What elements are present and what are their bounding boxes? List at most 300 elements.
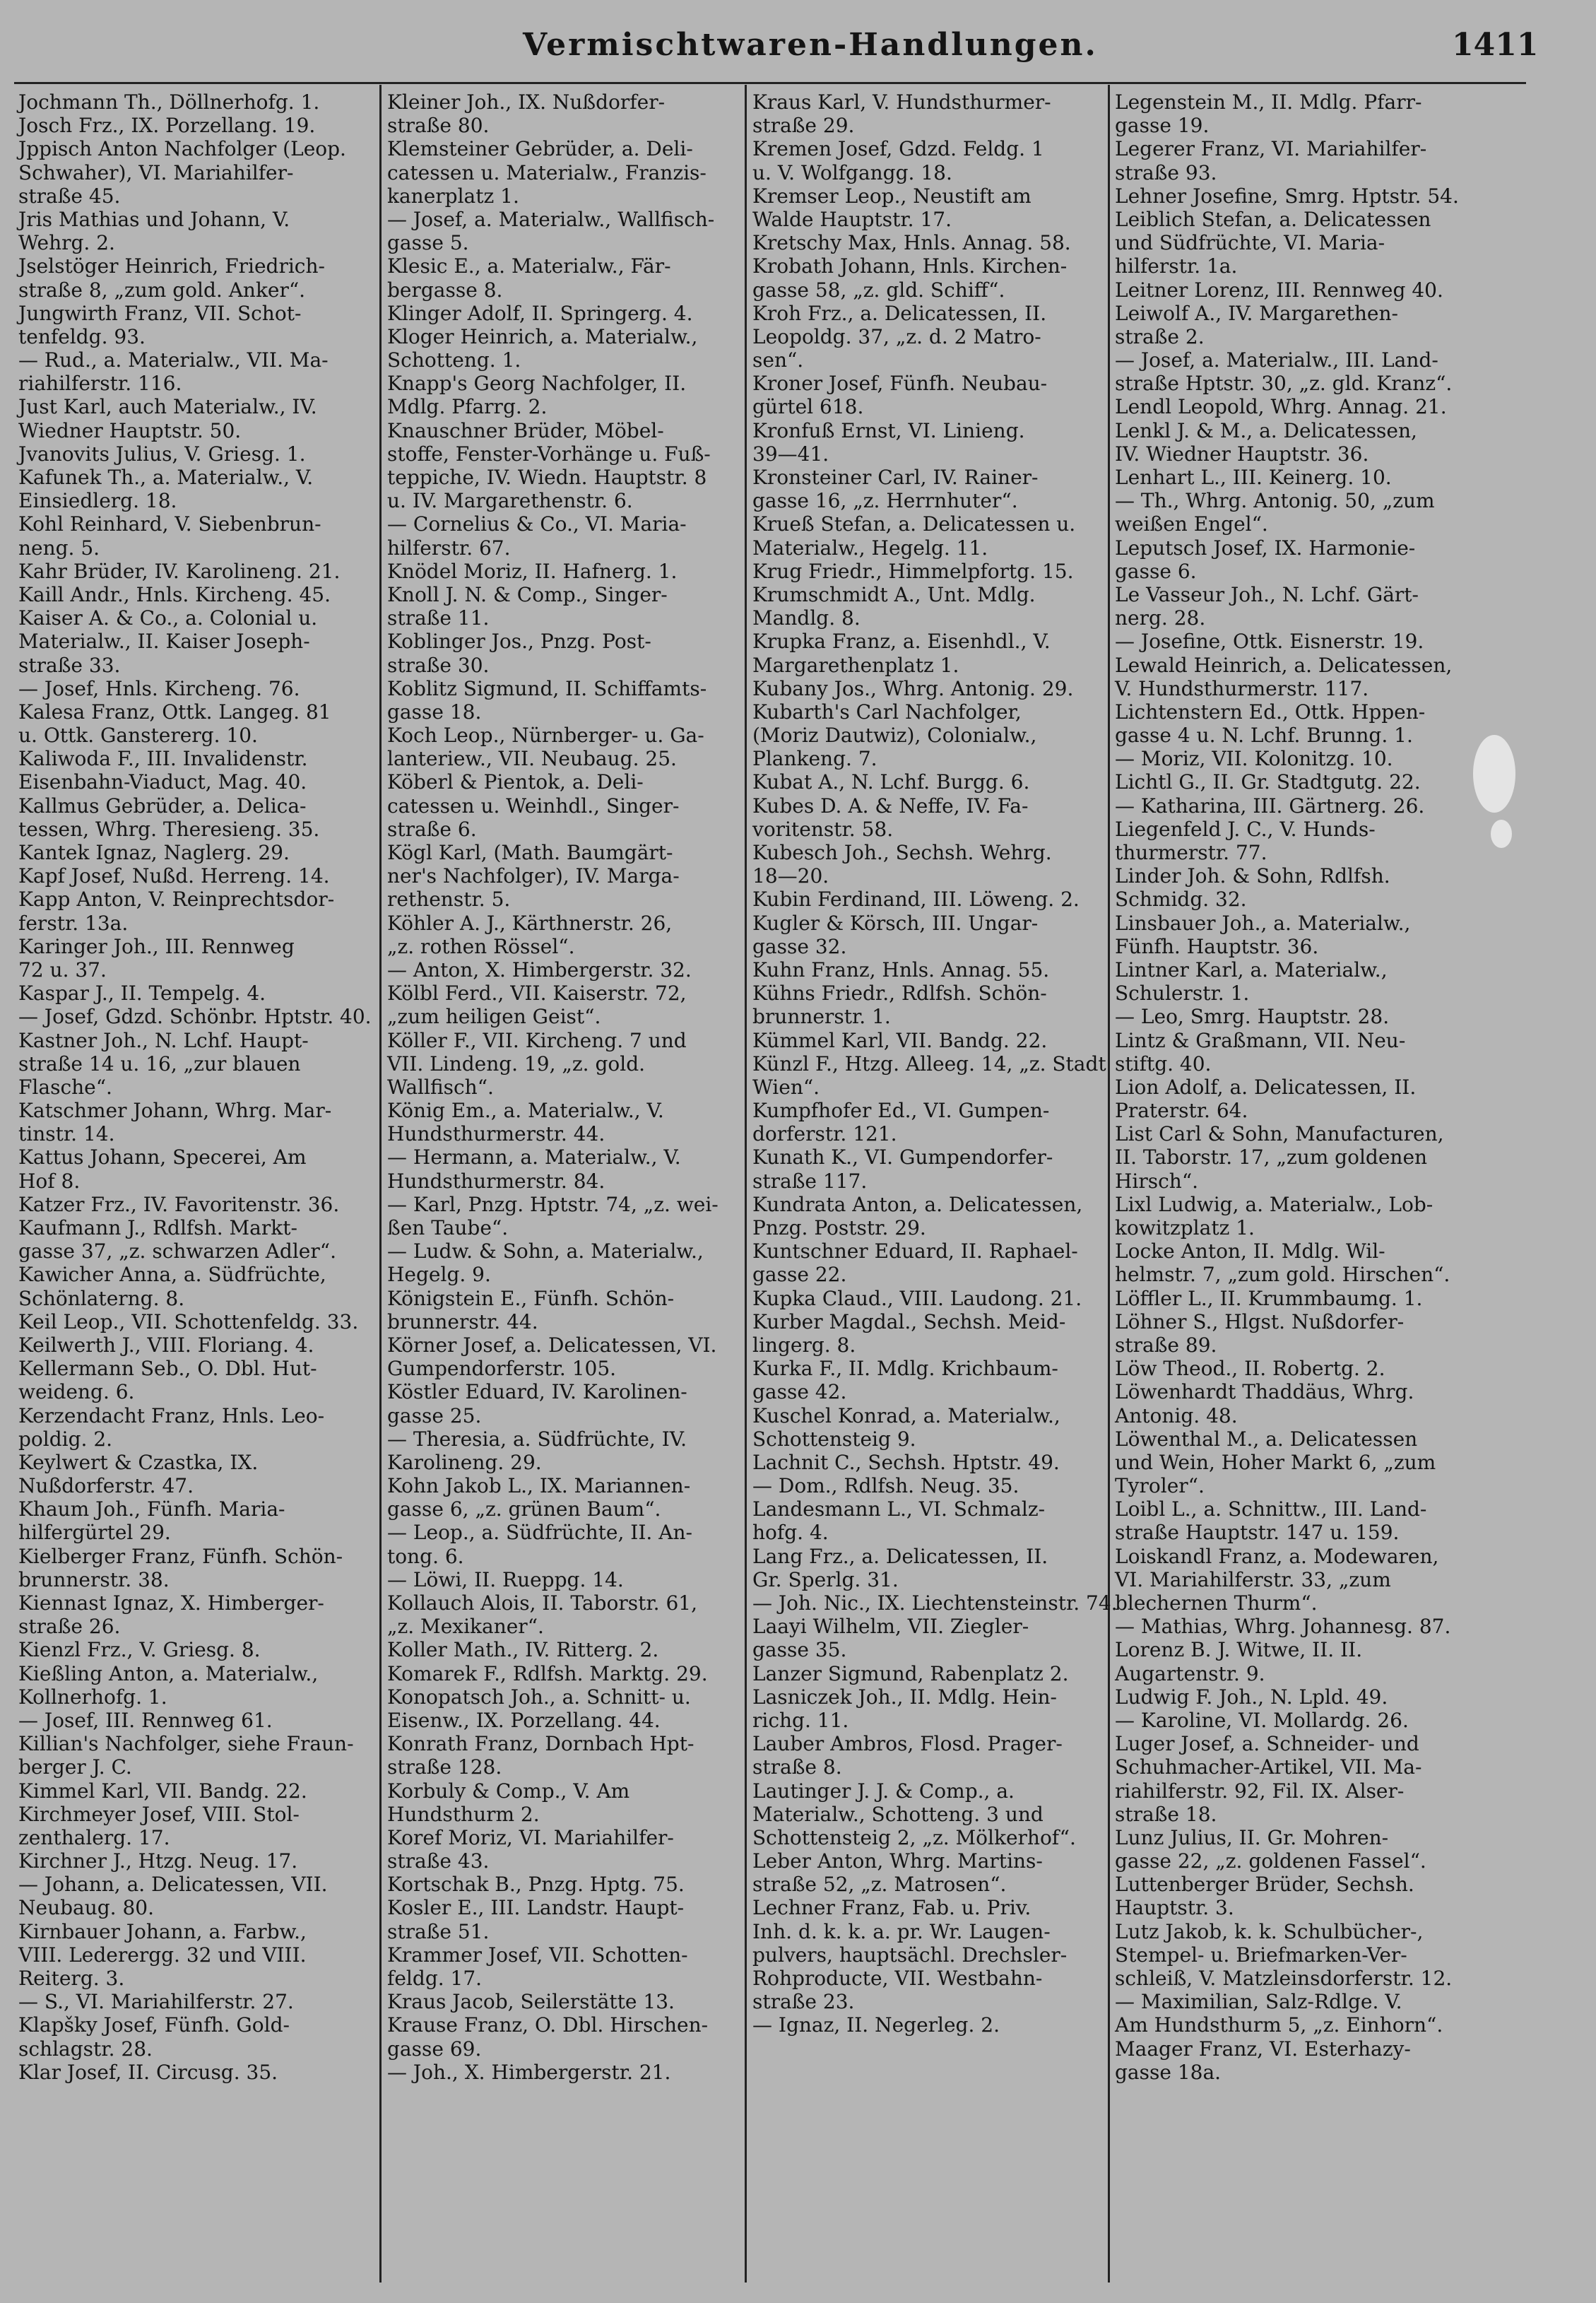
- directory-entry-line: — Josefine, Ottk. Eisnerstr. 19.: [1115, 630, 1424, 654]
- directory-entry-line: Keylwert & Czastka, IX.: [18, 1450, 259, 1474]
- directory-entry-line: straße 80.: [387, 114, 490, 138]
- directory-entry-line: Keil Leop., VII. Schottenfeldg. 33.: [18, 1309, 359, 1333]
- directory-entry-line: Lautinger J. J. & Comp., a.: [752, 1779, 1015, 1803]
- directory-entry-line: Linder Joh. & Sohn, Rdlfsh.: [1115, 864, 1390, 888]
- directory-entry-line: Leber Anton, Whrg. Martins-: [752, 1849, 1043, 1873]
- directory-entry-line: Lauber Ambros, Flosd. Prager-: [752, 1732, 1063, 1756]
- directory-entry-line: Eisenw., IX. Porzellang. 44.: [387, 1708, 661, 1732]
- directory-entry-line: gasse 69.: [387, 2037, 482, 2061]
- directory-entry-line: Katschmer Johann, Whrg. Mar-: [18, 1099, 332, 1123]
- directory-entry-line: Kastner Joh., N. Lchf. Haupt-: [18, 1028, 309, 1052]
- directory-entry-line: Antonig. 48.: [1115, 1403, 1238, 1427]
- directory-entry-line: Krammer Josef, VII. Schotten-: [387, 1943, 688, 1967]
- directory-entry-line: richg. 11.: [752, 1708, 849, 1732]
- directory-entry-line: riahilferstr. 92, Fil. IX. Alser-: [1115, 1779, 1405, 1803]
- directory-entry-line: Kubat A., N. Lchf. Burgg. 6.: [752, 770, 1030, 794]
- directory-entry-line: Kollnerhofg. 1.: [18, 1685, 167, 1709]
- directory-entry-line: Wien“.: [752, 1075, 820, 1099]
- directory-entry-line: Locke Anton, II. Mdlg. Wil-: [1115, 1239, 1385, 1264]
- directory-entry-line: 39—41.: [752, 442, 829, 466]
- directory-entry-line: Schwaher), VI. Mariahilfer-: [18, 160, 294, 184]
- directory-entry-line: Khaum Joh., Fünfh. Maria-: [18, 1497, 285, 1521]
- directory-entry-line: IV. Wiedner Hauptstr. 36.: [1115, 442, 1369, 466]
- directory-entry-line: — Ludw. & Sohn, a. Materialw.,: [387, 1239, 704, 1264]
- directory-entry-line: Wallfisch“.: [387, 1075, 494, 1099]
- directory-entry-line: stoffe, Fenster-Vorhänge u. Fuß-: [387, 442, 711, 466]
- directory-entry-line: Hundsthurmerstr. 84.: [387, 1169, 605, 1193]
- directory-entry-line: Lenhart L., III. Keinerg. 10.: [1115, 466, 1392, 489]
- directory-entry-line: Köhler A. J., Kärthnerstr. 26,: [387, 911, 673, 935]
- directory-entry-line: gasse 37, „z. schwarzen Adler“.: [18, 1239, 336, 1264]
- directory-entry-line: Kirchmeyer Josef, VIII. Stol-: [18, 1802, 300, 1826]
- directory-entry-line: Löw Theod., II. Robertg. 2.: [1115, 1357, 1385, 1381]
- directory-entry-line: Kerzendacht Franz, Hnls. Leo-: [18, 1403, 325, 1427]
- directory-entry-line: Le Vasseur Joh., N. Lchf. Gärt-: [1115, 582, 1419, 606]
- directory-entry-line: straße 51.: [387, 1919, 490, 1943]
- directory-entry-line: Loibl L., a. Schnittw., III. Land-: [1115, 1497, 1427, 1521]
- directory-entry-line: Kremen Josef, Gdzd. Feldg. 1: [752, 137, 1044, 161]
- directory-entry-line: gasse 18a.: [1115, 2060, 1222, 2084]
- directory-entry-line: sen“.: [752, 348, 804, 372]
- directory-entry-line: gasse 6.: [1115, 559, 1197, 583]
- directory-entry-line: u. V. Wolfgangg. 18.: [752, 160, 952, 184]
- directory-entry-line: straße 128.: [387, 1755, 502, 1779]
- directory-entry-line: straße Hauptstr. 147 u. 159.: [1115, 1521, 1400, 1545]
- directory-entry-line: brunnerstr. 1.: [752, 1005, 891, 1029]
- directory-entry-line: Leitner Lorenz, III. Rennweg 40.: [1115, 278, 1443, 302]
- directory-entry-line: straße 18.: [1115, 1802, 1217, 1826]
- directory-entry-line: VII. Lindeng. 19, „z. gold.: [387, 1052, 646, 1076]
- directory-entry-line: Knauschner Brüder, Möbel-: [387, 418, 664, 442]
- directory-entry-line: tessen, Whrg. Theresieng. 35.: [18, 817, 320, 841]
- directory-entry-line: straße 6.: [387, 817, 477, 841]
- directory-entry-line: Hof 8.: [18, 1169, 81, 1193]
- directory-entry-line: Klinger Adolf, II. Springerg. 4.: [387, 301, 693, 325]
- directory-entry-line: catessen u. Materialw., Franzis-: [387, 160, 707, 184]
- directory-entry-line: Kawicher Anna, a. Südfrüchte,: [18, 1263, 326, 1287]
- directory-entry-line: Krause Franz, O. Dbl. Hirschen-: [387, 2013, 709, 2037]
- directory-entry-line: „zum heiligen Geist“.: [387, 1005, 601, 1029]
- directory-entry-line: — Josef, Gdzd. Schönbr. Hptstr. 40.: [18, 1005, 372, 1029]
- directory-entry-line: Königstein E., Fünfh. Schön-: [387, 1286, 675, 1310]
- directory-entry-line: Löhner S., Hlgst. Nußdorfer-: [1115, 1309, 1405, 1333]
- directory-entry-line: ferstr. 13a.: [18, 911, 129, 935]
- directory-entry-line: Leopoldg. 37, „z. d. 2 Matro-: [752, 324, 1041, 348]
- directory-entry-line: ßen Taube“.: [387, 1216, 509, 1239]
- directory-entry-line: thurmerstr. 77.: [1115, 841, 1267, 864]
- directory-entry-line: Liegenfeld J. C., V. Hunds-: [1115, 817, 1376, 841]
- directory-entry-line: Kaspar J., II. Tempelg. 4.: [18, 982, 266, 1006]
- directory-entry-line: Kretschy Max, Hnls. Annag. 58.: [752, 231, 1071, 255]
- directory-entry-line: tenfeldg. 93.: [18, 324, 146, 348]
- directory-entry-line: Lehner Josefine, Smrg. Hptstr. 54.: [1115, 184, 1459, 208]
- directory-entry-line: blechernen Thurm“.: [1115, 1591, 1318, 1615]
- directory-entry-line: hofg. 4.: [752, 1521, 829, 1545]
- directory-entry-line: gasse 22, „z. goldenen Fassel“.: [1115, 1849, 1426, 1873]
- directory-entry-line: Ludwig F. Joh., N. Lpld. 49.: [1115, 1685, 1388, 1709]
- directory-entry-line: Klapšky Josef, Fünfh. Gold-: [18, 2013, 290, 2037]
- directory-entry-line: Lorenz B. J. Witwe, II. II.: [1115, 1638, 1363, 1662]
- directory-entry-line: neng. 5.: [18, 536, 100, 560]
- directory-entry-line: Kupka Claud., VIII. Laudong. 21.: [752, 1286, 1082, 1310]
- directory-entry-line: Knapp's Georg Nachfolger, II.: [387, 372, 687, 396]
- directory-entry-line: Kroner Josef, Fünfh. Neubau-: [752, 372, 1048, 396]
- directory-entry-line: Kollauch Alois, II. Taborstr. 61,: [387, 1591, 697, 1615]
- directory-entry-line: Neubaug. 80.: [18, 1896, 155, 1920]
- directory-entry-line: Legenstein M., II. Mdlg. Pfarr-: [1115, 90, 1422, 114]
- directory-entry-line: Hauptstr. 3.: [1115, 1896, 1234, 1920]
- directory-entry-line: straße 45.: [18, 184, 121, 208]
- directory-entry-line: Am Hundsthurm 5, „z. Einhorn“.: [1115, 2013, 1443, 2037]
- directory-entry-line: straße 2.: [1115, 324, 1205, 348]
- directory-entry-line: schleiß, V. Matzleinsdorferstr. 12.: [1115, 1967, 1453, 1990]
- directory-entry-line: Kronsteiner Carl, IV. Rainer-: [752, 466, 1039, 489]
- directory-entry-line: Jungwirth Franz, VII. Schot-: [18, 301, 302, 325]
- directory-entry-line: List Carl & Sohn, Manufacturen,: [1115, 1122, 1444, 1146]
- directory-entry-line: Flasche“.: [18, 1075, 112, 1099]
- directory-entry-line: — Moriz, VII. Kolonitzg. 10.: [1115, 747, 1393, 771]
- directory-entry-line: Hirsch“.: [1115, 1169, 1199, 1193]
- directory-entry-line: Materialw., II. Kaiser Joseph-: [18, 630, 310, 654]
- directory-entry-line: Kunath K., VI. Gumpendorfer-: [752, 1145, 1053, 1170]
- directory-entry-line: Gumpendorferstr. 105.: [387, 1357, 617, 1381]
- directory-entry-line: Luger Josef, a. Schneider- und: [1115, 1732, 1419, 1756]
- directory-entry-line: Materialw., Hegelg. 11.: [752, 536, 988, 560]
- directory-entry-line: Komarek F., Rdlfsh. Marktg. 29.: [387, 1661, 708, 1685]
- directory-entry-line: Augartenstr. 9.: [1115, 1661, 1265, 1685]
- directory-entry-line: Kaill Andr., Hnls. Kircheng. 45.: [18, 582, 331, 606]
- directory-entry-line: lanteriew., VII. Neubaug. 25.: [387, 747, 677, 771]
- directory-entry-line: — Karl, Pnzg. Hptstr. 74, „z. wei-: [387, 1192, 719, 1216]
- directory-entry-line: poldig. 2.: [18, 1427, 113, 1451]
- directory-entry-line: II. Taborstr. 17, „zum goldenen: [1115, 1145, 1428, 1170]
- directory-entry-line: stiftg. 40.: [1115, 1052, 1212, 1076]
- directory-entry-line: Luttenberger Brüder, Sechsh.: [1115, 1873, 1414, 1897]
- directory-entry-line: Kubesch Joh., Sechsh. Wehrg.: [752, 841, 1052, 864]
- directory-entry-line: Kronfuß Ernst, VI. Linieng.: [752, 418, 1025, 442]
- directory-entry-line: — Th., Whrg. Antonig. 50, „zum: [1115, 489, 1435, 513]
- directory-entry-line: Krupka Franz, a. Eisenhdl., V.: [752, 630, 1051, 654]
- directory-entry-line: — Johann, a. Delicatessen, VII.: [18, 1873, 328, 1897]
- directory-entry-line: kanerplatz 1.: [387, 184, 519, 208]
- directory-entry-line: nerg. 28.: [1115, 606, 1206, 630]
- directory-entry-line: Klar Josef, II. Circusg. 35.: [18, 2060, 278, 2084]
- directory-entry-line: Kleiner Joh., IX. Nußdorfer-: [387, 90, 666, 114]
- directory-entry-line: gasse 6, „z. grünen Baum“.: [387, 1497, 661, 1521]
- directory-entry-line: Löwenthal M., a. Delicatessen: [1115, 1427, 1418, 1451]
- directory-entry-line: Kießling Anton, a. Materialw.,: [18, 1661, 319, 1685]
- directory-entry-line: Koch Leop., Nürnberger- u. Ga-: [387, 724, 704, 748]
- directory-entry-line: — Josef, a. Materialw., Wallfisch-: [387, 207, 715, 231]
- directory-entry-line: — Mathias, Whrg. Johannesg. 87.: [1115, 1615, 1451, 1639]
- directory-entry-line: Köberl & Pientok, a. Deli-: [387, 770, 644, 794]
- directory-entry-line: Kölbl Ferd., VII. Kaiserstr. 72,: [387, 982, 687, 1006]
- directory-entry-line: und Südfrüchte, VI. Maria-: [1115, 231, 1385, 255]
- directory-entry-line: tong. 6.: [387, 1544, 464, 1568]
- directory-entry-line: Kortschak B., Pnzg. Hptg. 75.: [387, 1873, 685, 1897]
- directory-entry-line: Kahr Brüder, IV. Karolineng. 21.: [18, 559, 341, 583]
- paper-stain: [1491, 820, 1512, 848]
- directory-entry-line: Laayi Wilhelm, VII. Ziegler-: [752, 1615, 1029, 1639]
- directory-entry-line: schlagstr. 28.: [18, 2037, 153, 2061]
- directory-entry-line: Kaiser A. & Co., a. Colonial u.: [18, 606, 318, 630]
- directory-entry-line: Koref Moriz, VI. Mariahilfer-: [387, 1825, 674, 1849]
- directory-entry-line: straße 89.: [1115, 1333, 1217, 1357]
- directory-entry-line: Kantek Ignaz, Naglerg. 29.: [18, 841, 290, 864]
- directory-entry-line: straße 43.: [387, 1849, 490, 1873]
- directory-entry-line: catessen u. Weinhdl., Singer-: [387, 794, 680, 818]
- directory-entry-line: Korbuly & Comp., V. Am: [387, 1779, 630, 1803]
- directory-entry-line: — Leop., a. Südfrüchte, II. An-: [387, 1521, 692, 1545]
- directory-entry-line: Kienzl Frz., V. Griesg. 8.: [18, 1638, 261, 1662]
- directory-entry-line: gasse 18.: [387, 700, 482, 724]
- directory-entry-line: Kubin Ferdinand, III. Löweng. 2.: [752, 888, 1080, 912]
- directory-entry-line: V. Hundsthurmerstr. 117.: [1115, 676, 1369, 700]
- directory-entry-line: Lichtl G., II. Gr. Stadtgutg. 22.: [1115, 770, 1421, 794]
- directory-entry-line: Tyroler“.: [1115, 1474, 1205, 1498]
- directory-entry-line: straße 14 u. 16, „zur blauen: [18, 1052, 301, 1076]
- directory-entry-line: Lasniczek Joh., II. Mdlg. Hein-: [752, 1685, 1057, 1709]
- directory-entry-line: Kubarth's Carl Nachfolger,: [752, 700, 1022, 724]
- directory-entry-line: straße 93.: [1115, 160, 1217, 184]
- directory-entry-line: Hundsthurmerstr. 44.: [387, 1122, 605, 1146]
- directory-entry-line: Killian's Nachfolger, siehe Fraun-: [18, 1732, 354, 1756]
- directory-entry-line: — Karoline, VI. Mollardg. 26.: [1115, 1708, 1409, 1732]
- directory-entry-line: gasse 32.: [752, 934, 847, 958]
- directory-entry-line: Konrath Franz, Dornbach Hpt-: [387, 1732, 694, 1756]
- directory-entry-line: straße 23.: [752, 1990, 855, 2014]
- directory-entry-line: gasse 35.: [752, 1638, 847, 1662]
- directory-entry-line: Kugler & Körsch, III. Ungar-: [752, 911, 1039, 935]
- directory-entry-line: Mdlg. Pfarrg. 2.: [387, 395, 548, 419]
- directory-entry-line: 18—20.: [752, 864, 829, 888]
- directory-entry-line: Kirchner J., Htzg. Neug. 17.: [18, 1849, 298, 1873]
- directory-entry-line: riahilferstr. 116.: [18, 372, 182, 396]
- directory-entry-line: Kurka F., II. Mdlg. Krichbaum-: [752, 1357, 1058, 1381]
- directory-entry-line: gasse 22.: [752, 1263, 847, 1287]
- directory-entry-line: — Josef, a. Materialw., III. Land-: [1115, 348, 1438, 372]
- directory-entry-line: straße 29.: [752, 114, 855, 138]
- directory-entry-line: Kosler E., III. Landstr. Haupt-: [387, 1896, 685, 1920]
- directory-entry-line: ner's Nachfolger), IV. Marga-: [387, 864, 680, 888]
- directory-entry-line: Schulerstr. 1.: [1115, 982, 1250, 1006]
- directory-column-3: [752, 90, 1118, 2037]
- directory-entry-line: VIII. Lederergg. 32 und VIII.: [18, 1943, 307, 1967]
- directory-entry-line: — Leo, Smrg. Hauptstr. 28.: [1115, 1005, 1390, 1029]
- directory-entry-line: Kallmus Gebrüder, a. Delica-: [18, 794, 307, 818]
- directory-entry-line: Wehrg. 2.: [18, 231, 115, 255]
- directory-entry-line: Nußdorferstr. 47.: [18, 1474, 194, 1498]
- directory-entry-line: hilferstr. 67.: [387, 536, 511, 560]
- directory-entry-line: Jochmann Th., Döllnerhofg. 1.: [18, 90, 320, 114]
- directory-entry-line: Gr. Sperlg. 31.: [752, 1567, 899, 1591]
- directory-entry-line: Lang Frz., a. Delicatessen, II.: [752, 1544, 1048, 1568]
- directory-entry-line: Fünfh. Hauptstr. 36.: [1115, 934, 1319, 958]
- directory-entry-line: Kalesa Franz, Ottk. Langeg. 81: [18, 700, 331, 724]
- directory-entry-line: Kielberger Franz, Fünfh. Schön-: [18, 1544, 343, 1568]
- directory-entry-line: Inh. d. k. k. a. pr. Wr. Laugen-: [752, 1919, 1051, 1943]
- directory-entry-line: straße 33.: [18, 653, 121, 677]
- directory-entry-line: gasse 42.: [752, 1380, 847, 1404]
- directory-entry-line: Krug Friedr., Himmelpfortg. 15.: [752, 559, 1074, 583]
- directory-entry-line: gasse 5.: [387, 231, 469, 255]
- directory-entry-line: Krobath Johann, Hnls. Kirchen-: [752, 254, 1068, 278]
- directory-entry-line: Pnzg. Poststr. 29.: [752, 1216, 926, 1239]
- directory-entry-line: Kögl Karl, (Math. Baumgärt-: [387, 841, 673, 864]
- directory-entry-line: Kremser Leop., Neustift am: [752, 184, 1032, 208]
- directory-entry-line: Löwenhardt Thaddäus, Whrg.: [1115, 1380, 1414, 1404]
- directory-entry-line: berger J. C.: [18, 1755, 132, 1779]
- directory-entry-line: Kloger Heinrich, a. Materialw.,: [387, 324, 698, 348]
- directory-entry-line: zenthalerg. 17.: [18, 1825, 170, 1849]
- column-divider: [745, 85, 747, 2283]
- directory-entry-line: Just Karl, auch Materialw., IV.: [18, 395, 317, 419]
- directory-entry-line: Karolineng. 29.: [387, 1450, 542, 1474]
- directory-entry-line: Jppisch Anton Nachfolger (Leop.: [18, 137, 346, 161]
- directory-entry-line: Schmidg. 32.: [1115, 888, 1247, 912]
- directory-entry-line: Kapp Anton, V. Reinprechtsdor-: [18, 888, 335, 912]
- directory-entry-line: Lichtenstern Ed., Ottk. Hppen-: [1115, 700, 1426, 724]
- directory-entry-line: gasse 25.: [387, 1403, 482, 1427]
- directory-entry-line: Eisenbahn-Viaduct, Mag. 40.: [18, 770, 307, 794]
- directory-entry-line: — Josef, III. Rennweg 61.: [18, 1708, 273, 1732]
- directory-entry-line: straße Hptstr. 30, „z. gld. Kranz“.: [1115, 372, 1453, 396]
- directory-entry-line: Schotteng. 1.: [387, 348, 521, 372]
- directory-entry-line: Krumschmidt A., Unt. Mdlg.: [752, 582, 1036, 606]
- directory-entry-line: Lechner Franz, Fab. u. Priv.: [752, 1896, 1032, 1920]
- directory-entry-line: Kubes D. A. & Neffe, IV. Fa-: [752, 794, 1029, 818]
- directory-entry-line: Schottensteig 2, „z. Mölkerhof“.: [752, 1825, 1076, 1849]
- directory-entry-line: Knoll J. N. & Comp., Singer-: [387, 582, 668, 606]
- directory-entry-line: Lixl Ludwig, a. Materialw., Lob-: [1115, 1192, 1434, 1216]
- directory-entry-line: rethenstr. 5.: [387, 888, 511, 912]
- directory-entry-line: Köstler Eduard, IV. Karolinen-: [387, 1380, 687, 1404]
- directory-entry-line: Lion Adolf, a. Delicatessen, II.: [1115, 1075, 1417, 1099]
- directory-entry-line: — Joh., X. Himbergerstr. 21.: [387, 2060, 671, 2084]
- directory-entry-line: Kaufmann J., Rdlfsh. Markt-: [18, 1216, 297, 1239]
- directory-entry-line: Lintz & Graßmann, VII. Neu-: [1115, 1028, 1406, 1052]
- directory-entry-line: Karinger Joh., III. Rennweg: [18, 934, 295, 958]
- directory-entry-line: Körner Josef, a. Delicatessen, VI.: [387, 1333, 717, 1357]
- directory-entry-line: hilferstr. 1a.: [1115, 254, 1238, 278]
- directory-entry-line: (Moriz Dautwiz), Colonialw.,: [752, 724, 1037, 748]
- directory-entry-line: Löffler L., II. Krummbaumg. 1.: [1115, 1286, 1423, 1310]
- directory-entry-line: straße 8, „zum gold. Anker“.: [18, 278, 306, 302]
- directory-entry-line: Knödel Moriz, II. Hafnerg. 1.: [387, 559, 678, 583]
- directory-entry-line: Linsbauer Joh., a. Materialw.,: [1115, 911, 1411, 935]
- directory-entry-line: — Josef, Hnls. Kircheng. 76.: [18, 676, 300, 700]
- directory-entry-line: gasse 4 u. N. Lchf. Brunng. 1.: [1115, 724, 1413, 748]
- directory-entry-line: Köller F., VII. Kircheng. 7 und: [387, 1028, 687, 1052]
- directory-entry-line: — Theresia, a. Südfrüchte, IV.: [387, 1427, 687, 1451]
- directory-entry-line: Lutz Jakob, k. k. Schulbücher-,: [1115, 1919, 1424, 1943]
- directory-entry-line: bergasse 8.: [387, 278, 503, 302]
- directory-entry-line: Leputsch Josef, IX. Harmonie-: [1115, 536, 1416, 560]
- directory-entry-line: Konopatsch Joh., a. Schnitt- u.: [387, 1685, 691, 1709]
- directory-entry-line: straße 30.: [387, 653, 490, 677]
- directory-entry-line: Kirnbauer Johann, a. Farbw.,: [18, 1919, 307, 1943]
- directory-entry-line: Jvanovits Julius, V. Griesg. 1.: [18, 442, 306, 466]
- directory-entry-line: — Rud., a. Materialw., VII. Ma-: [18, 348, 329, 372]
- directory-entry-line: Jselstöger Heinrich, Friedrich-: [18, 254, 325, 278]
- directory-entry-line: — Katharina, III. Gärtnerg. 26.: [1115, 794, 1425, 818]
- directory-entry-line: Künzl F., Htzg. Alleeg. 14, „z. Stadt: [752, 1052, 1106, 1076]
- directory-entry-line: Schönlaterng. 8.: [18, 1286, 185, 1310]
- directory-entry-line: Kafunek Th., a. Materialw., V.: [18, 466, 314, 489]
- directory-entry-line: Kuschel Konrad, a. Materialw.,: [752, 1403, 1060, 1427]
- directory-entry-line: pulvers, hauptsächl. Drechsler-: [752, 1943, 1068, 1967]
- directory-entry-line: Kumpfhofer Ed., VI. Gumpen-: [752, 1099, 1050, 1123]
- directory-entry-line: Lintner Karl, a. Materialw.,: [1115, 958, 1388, 982]
- directory-entry-line: Lewald Heinrich, a. Delicatessen,: [1115, 653, 1453, 677]
- directory-entry-line: Reiterg. 3.: [18, 1967, 125, 1990]
- directory-entry-line: König Em., a. Materialw., V.: [387, 1099, 664, 1123]
- directory-entry-line: helmstr. 7, „zum gold. Hirschen“.: [1115, 1263, 1450, 1287]
- directory-entry-line: Schottensteig 9.: [752, 1427, 916, 1451]
- directory-entry-line: gasse 58, „z. gld. Schiff“.: [752, 278, 1005, 302]
- directory-entry-line: 72 u. 37.: [18, 958, 107, 982]
- directory-entry-line: gürtel 618.: [752, 395, 864, 419]
- directory-entry-line: — Ignaz, II. Negerleg. 2.: [752, 2013, 1000, 2037]
- directory-entry-line: Kroh Frz., a. Delicatessen, II.: [752, 301, 1047, 325]
- directory-column-4: [1115, 90, 1459, 2084]
- directory-entry-line: Katzer Frz., IV. Favoritenstr. 36.: [18, 1192, 340, 1216]
- directory-entry-line: u. Ottk. Ganstererg. 10.: [18, 724, 258, 748]
- page-title: Vermischtwaren-Handlungen.: [523, 27, 1098, 63]
- directory-entry-line: Kohl Reinhard, V. Siebenbrun-: [18, 512, 321, 536]
- directory-entry-line: straße 52, „z. Matrosen“.: [752, 1873, 1007, 1897]
- directory-entry-line: Loiskandl Franz, a. Modewaren,: [1115, 1544, 1439, 1568]
- directory-entry-line: Jris Mathias und Johann, V.: [18, 207, 290, 231]
- directory-entry-line: und Wein, Hoher Markt 6, „zum: [1115, 1450, 1436, 1474]
- directory-column-1: [18, 90, 372, 2084]
- directory-entry-line: „z. rothen Rössel“.: [387, 934, 575, 958]
- directory-entry-line: Klesic E., a. Materialw., Fär-: [387, 254, 671, 278]
- directory-entry-line: Kühns Friedr., Rdlfsh. Schön-: [752, 982, 1047, 1006]
- directory-entry-line: Kuhn Franz, Hnls. Annag. 55.: [752, 958, 1050, 982]
- directory-entry-line: gasse 19.: [1115, 114, 1210, 138]
- directory-entry-line: brunnerstr. 44.: [387, 1309, 538, 1333]
- directory-entry-line: Einsiedlerg. 18.: [18, 489, 177, 513]
- directory-entry-line: Lunz Julius, II. Gr. Mohren-: [1115, 1825, 1389, 1849]
- directory-entry-line: Kundrata Anton, a. Delicatessen,: [752, 1192, 1083, 1216]
- directory-entry-line: Kapf Josef, Nußd. Herreng. 14.: [18, 864, 330, 888]
- directory-entry-line: — Löwi, II. Rueppg. 14.: [387, 1567, 624, 1591]
- directory-entry-line: weideng. 6.: [18, 1380, 135, 1404]
- directory-column-2: [387, 90, 719, 2084]
- directory-entry-line: VI. Mariahilferstr. 33, „zum: [1115, 1567, 1391, 1591]
- directory-entry-line: straße 26.: [18, 1615, 121, 1639]
- directory-entry-line: Kiennast Ignaz, X. Himberger-: [18, 1591, 324, 1615]
- directory-entry-line: Koblitz Sigmund, II. Schiffamts-: [387, 676, 707, 700]
- directory-entry-line: Kattus Johann, Specerei, Am: [18, 1145, 307, 1170]
- directory-entry-line: Keilwerth J., VIII. Floriang. 4.: [18, 1333, 314, 1357]
- page-number: 1411: [1452, 27, 1539, 63]
- directory-entry-line: voritenstr. 58.: [752, 817, 894, 841]
- directory-entry-line: Kohn Jakob L., IX. Mariannen-: [387, 1474, 691, 1498]
- directory-entry-line: u. IV. Margarethenstr. 6.: [387, 489, 633, 513]
- directory-entry-line: Kuntschner Eduard, II. Raphael-: [752, 1239, 1078, 1264]
- directory-entry-line: Kubany Jos., Whrg. Antonig. 29.: [752, 676, 1074, 700]
- directory-entry-line: Lachnit C., Sechsh. Hptstr. 49.: [752, 1450, 1060, 1474]
- directory-entry-line: — Maximilian, Salz-Rdlge. V.: [1115, 1990, 1402, 2014]
- directory-entry-line: Leiwolf A., IV. Margarethen-: [1115, 301, 1398, 325]
- directory-entry-line: dorferstr. 121.: [752, 1122, 897, 1146]
- directory-entry-line: — Dom., Rdlfsh. Neug. 35.: [752, 1474, 1019, 1498]
- directory-entry-line: Krueß Stefan, a. Delicatessen u.: [752, 512, 1076, 536]
- directory-entry-line: Klemsteiner Gebrüder, a. Deli-: [387, 137, 693, 161]
- directory-entry-line: weißen Engel“.: [1115, 512, 1268, 536]
